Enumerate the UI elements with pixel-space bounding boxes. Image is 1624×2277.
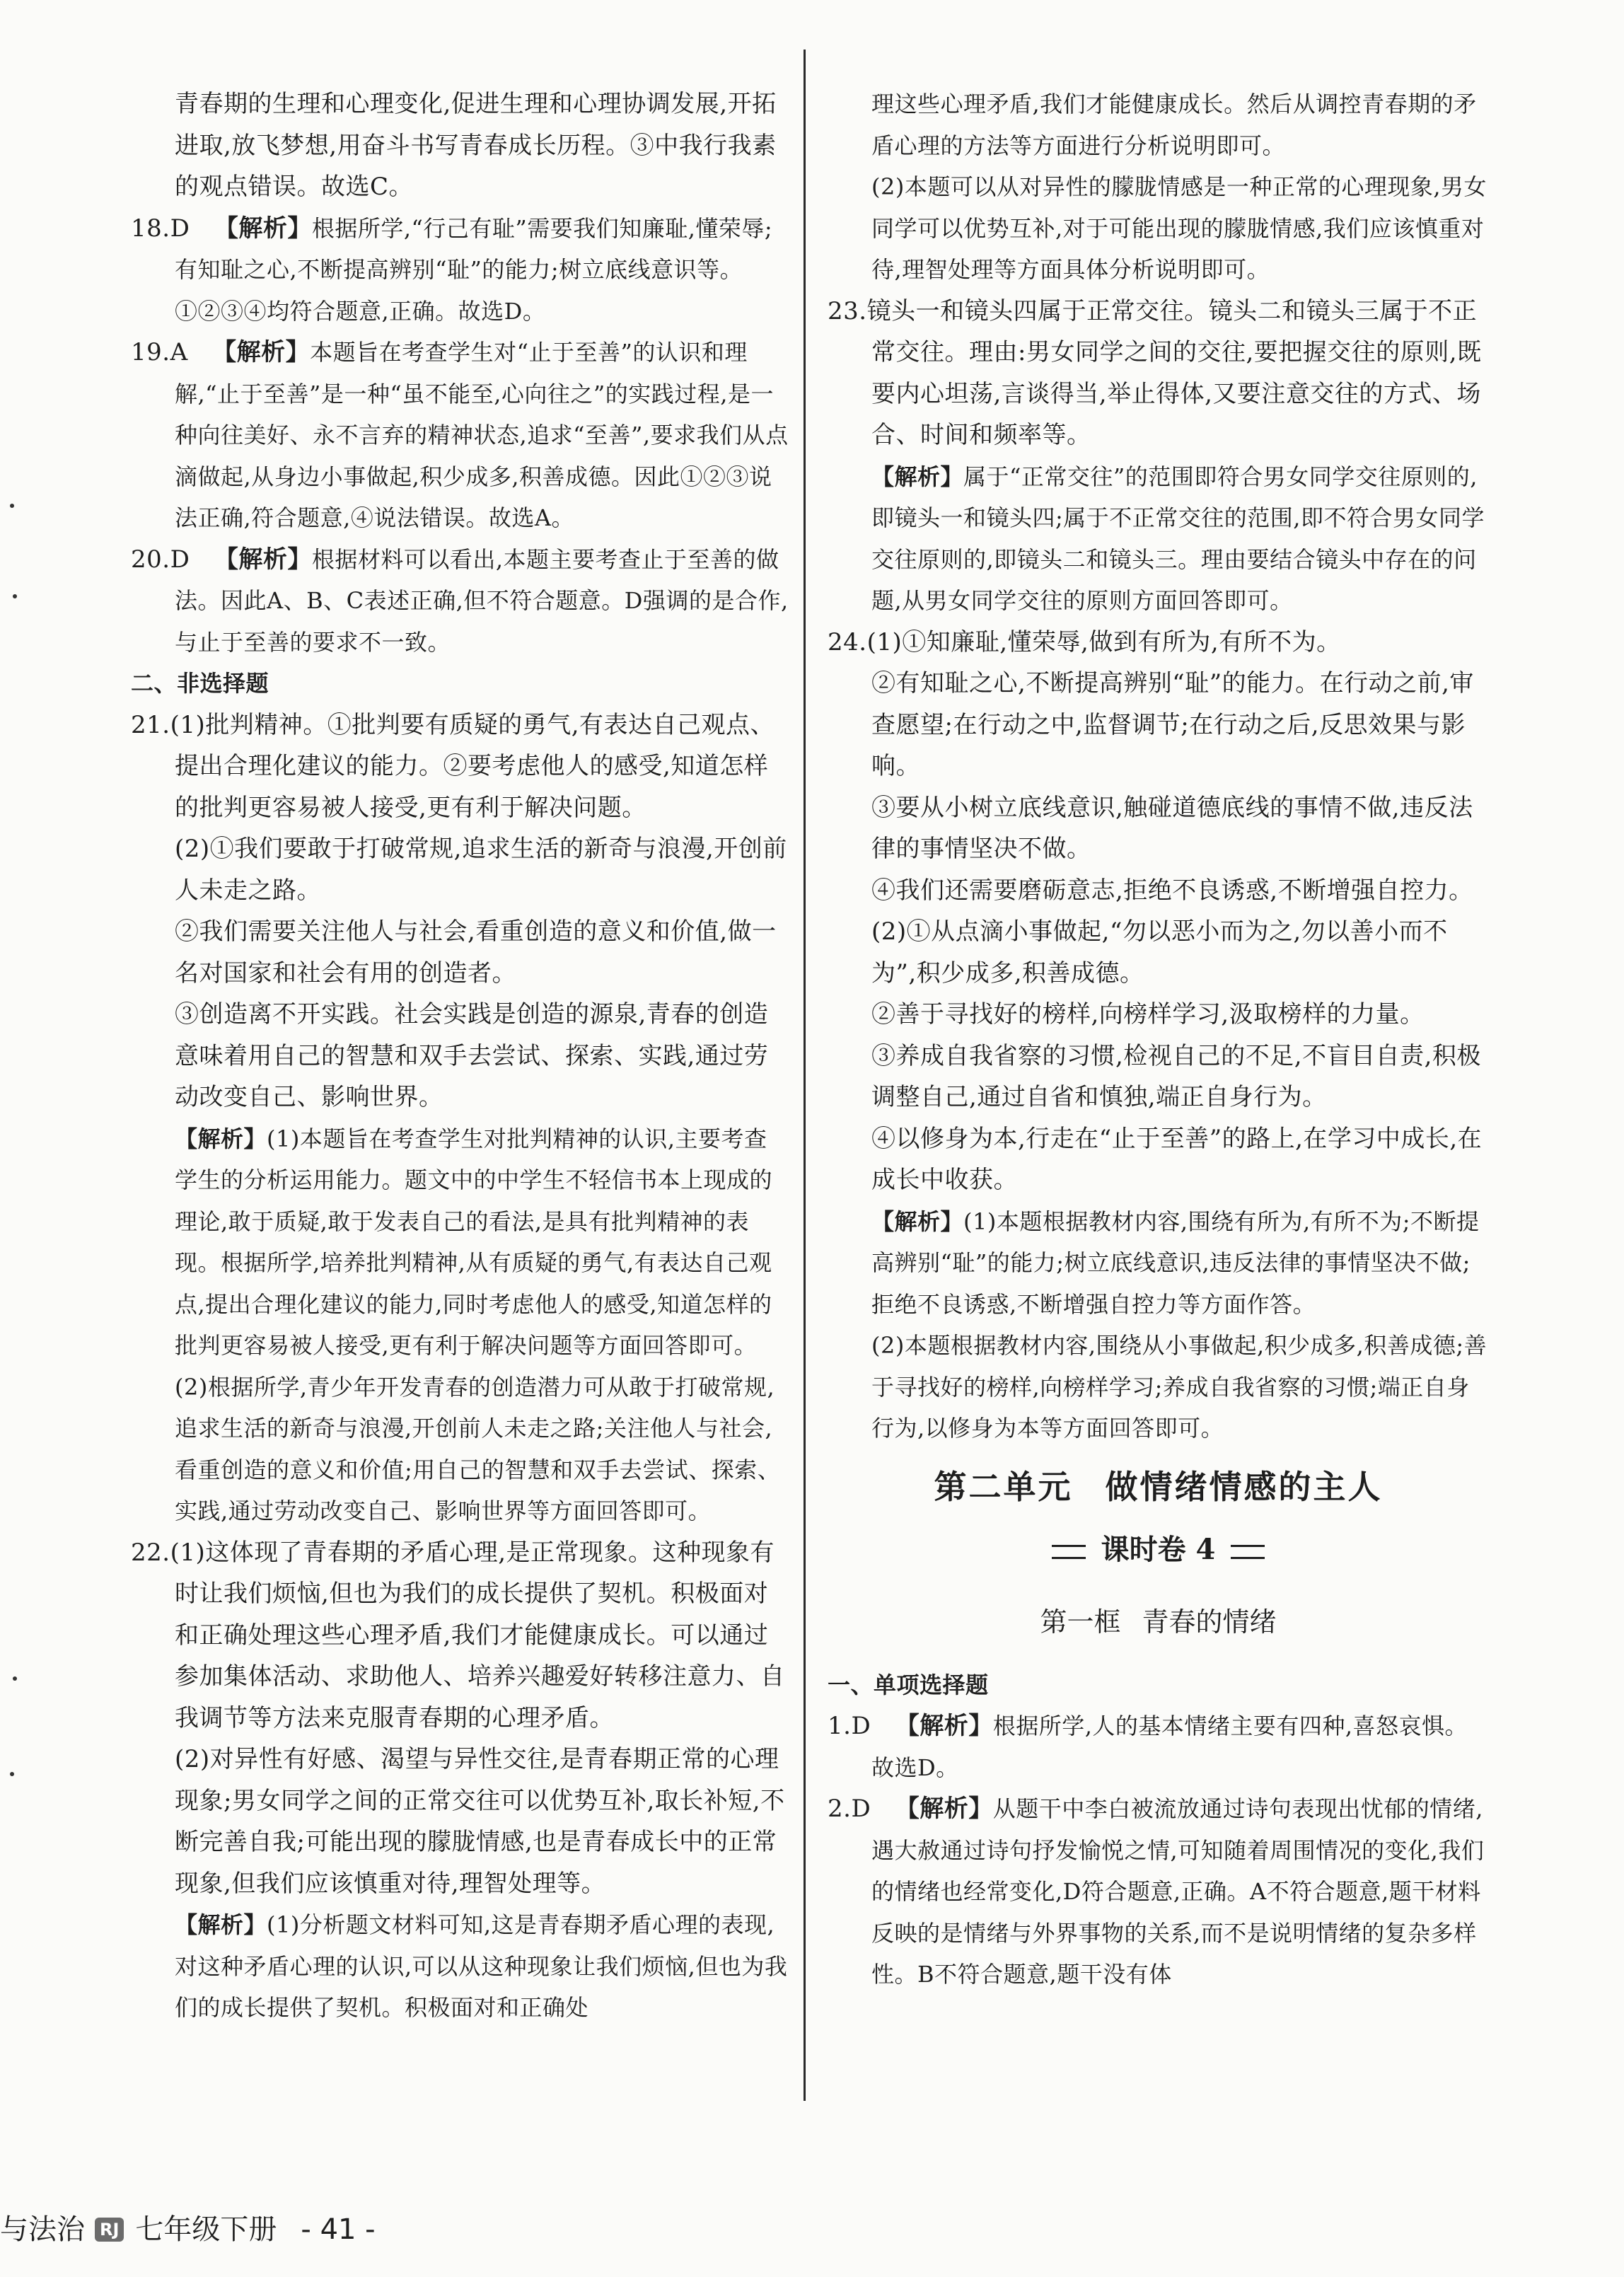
answer-number: 1.D [828,1712,871,1740]
column-divider [804,50,806,2101]
scan-dot [13,1676,17,1681]
lesson-bar-left [1052,1545,1086,1559]
question-answer [131,539,789,664]
paragraph: (2)对异性有好感、渴望与异性交往,是青春期正常的心理现象;男女同学之间的正常交往可以优势互补,取长补短,不断完善自我;可能出现的朦胧情感,也是青春成长中的正常现象,但我们应该慎重对待,理智处理等。 [175,1745,785,1898]
analysis-text: (1)分析题文材料可知,这是青春期矛盾心理的表现,对这种矛盾心理的认识,可以从这种现象让我们烦恼,但也为我们的成长提供了契机。积极面对和正确处 [175,1911,788,2021]
analysis-text: 属于“正常交往”的范围即符合男女同学交往原则的,即镜头一和镜头四;属于不正常交往的范围,即不符合男女同学交往原则的,即镜头二和镜头三。理由要结合镜头中存在的问题,从男女同学交往的原则方面回答即可。 [871,463,1485,614]
answer-item: 22.(1)这体现了青春期的矛盾心理,是正常现象。这种现象有时让我们烦恼,但也为我们的成长提供了契机。积极面对和正确处理这些心理矛盾,我们才能健康成长。可以通过参加集体活动、求助他人、培养兴趣爱好转移注意力、自我调节等方法来克服青春期的心理矛盾。 [131,1538,785,1732]
paragraph: ②善于寻找好的榜样,向榜样学习,汲取榜样的力量。 [871,1000,1425,1029]
paragraph: (2)①从点滴小事做起,“勿以恶小而为之,勿以善小而不为”,积少成多,积善成德。 [871,917,1448,987]
paragraph: ④以修身为本,行走在“止于至善”的路上,在学习中成长,在成长中收获。 [871,1124,1483,1194]
question-answer [828,1705,1489,1788]
analysis-text: (1)本题根据教材内容,围绕有所为,有所不为;不断提高辨别“耻”的能力;树立底线意识,违反法律的事情坚决不做;拒绝不良诱惑,不断增强自控力等方面作答。 [871,1207,1480,1318]
frame-title [828,1601,1489,1643]
question-answer [131,208,789,332]
lesson-title [828,1529,1489,1571]
analysis-text: (1)本题旨在考查学生对批判精神的认识,主要考查学生的分析运用能力。题文中的中学生不轻信书本上现成的理论,敢于质疑,敢于发表自己的看法,是具有批判精神的表现。根据所学,培养批判精神,从有质疑的勇气,有表达自己观点,提出合理化建议的能力,同时考虑他人的感受,知道怎样的批判更容易被人接受,更有利于解决问题等方面回答即可。 [175,1125,773,1359]
analysis-tag: 【解析】 [212,338,311,366]
unit-title [828,1462,1489,1512]
analysis-paragraph [828,166,1489,291]
lesson-label: 课时卷 4 [1101,1532,1216,1566]
footer-subject: 与法治 [0,2213,85,2246]
analysis-text: 根据所学,“行己有耻”需要我们知廉耻,懂荣辱;有知耻之心,不断提高辨别“耻”的能力;树立底线意识等。①②③④均符合题意,正确。故选D。 [175,214,773,325]
answer-item: 23.镜头一和镜头四属于正常交往。镜头二和镜头三属于不正常交往。理由:男女同学之间的交往,要把握交往的原则,既要内心坦荡,言谈得当,举止得体,又要注意交往的方式、场合、时间和频率等。 [828,296,1482,449]
analysis-text: 根据所学,人的基本情绪主要有四种,喜怒哀惧。故选D。 [871,1713,1468,1781]
analysis-tag: 【解析】 [214,214,312,243]
left-column [131,83,789,2029]
analysis-tag: 【解析】 [871,1207,964,1235]
analysis-text: 从题干中李白被流放通过诗句表现出忧郁的情绪,遇大赦通过诗句抒发愉悦之情,可知随着周围情况的变化,我们的情绪也经常变化,D符合题意,正确。A不符合题意,题干材料反映的是情绪与外界事物的关系,而不是说明情绪的复杂多样性。B不符合题意,题干没有体 [871,1795,1485,1988]
analysis-paragraph [131,1118,789,1367]
analysis-tag: 【解析】 [214,545,312,574]
analysis-paragraph [828,83,1489,166]
analysis-tag: 【解析】 [175,1125,267,1152]
analysis-text: 根据材料可以看出,本题主要考查止于至善的做法。因此A、B、C表述正确,但不符合题意。D强调的是合作,与止于至善的要求不一致。 [175,545,789,656]
answer-number: 19.A [131,338,188,366]
scan-dot [10,1772,14,1776]
paragraph: ②我们需要关注他人与社会,看重创造的意义和价值,做一名对国家和社会有用的创造者。 [175,917,777,987]
analysis-paragraph [131,1367,789,1532]
analysis-text: (2)本题根据教材内容,围绕从小事做起,积少成多,积善成德;善于寻找好的榜样,向榜样学习;养成自我省察的习惯;端正自身行为,以修身为本等方面回答即可。 [871,1332,1487,1442]
answer-number: 18.D [131,214,190,243]
section-heading: 二、非选择题 [131,670,269,697]
analysis-text: 理这些心理矛盾,我们才能健康成长。然后从调控青春期的矛盾心理的方法等方面进行分析说明即可。 [871,91,1477,159]
answer-number: 20.D [131,545,190,574]
analysis-paragraph [828,1201,1489,1326]
paragraph: ②有知耻之心,不断提高辨别“耻”的能力。在行动之前,审查愿望;在行动之中,监督调节;在行动之后,反思效果与影响。 [871,669,1474,780]
paragraph: 青春期的生理和心理变化,促进生理和心理协调发展,开拓进取,放飞梦想,用奋斗书写青春成长历程。③中我行我素的观点错误。故选C。 [175,90,777,201]
scan-dot [10,504,14,508]
answer-item: 21.(1)批判精神。①批判要有质疑的勇气,有表达自己观点、提出合理化建议的能力。②要考虑他人的感受,知道怎样的批判更容易被人接受,更有利于解决问题。 [131,710,775,822]
section-heading: 一、单项选择题 [828,1671,989,1698]
answer-item: 24.(1)①知廉耻,懂荣辱,做到有所为,有所不为。 [828,627,1341,656]
unit-name: 做情绪情感的主人 [1105,1467,1383,1506]
analysis-paragraph [828,1325,1489,1449]
unit-number: 第二单元 [934,1467,1073,1506]
analysis-tag: 【解析】 [895,1795,993,1823]
frame-name: 青春的情绪 [1142,1606,1277,1638]
analysis-tag: 【解析】 [895,1712,993,1740]
paragraph: (2)①我们要敢于打破常规,追求生活的新奇与浪漫,开创前人未走之路。 [175,835,787,905]
analysis-tag: 【解析】 [871,463,964,490]
analysis-text: (2)根据所学,青少年开发青春的创造潜力可从敢于打破常规,追求生活的新奇与浪漫,开创前人未走之路;关注他人与社会,看重创造的意义和价值;用自己的智慧和双手去尝试、探索、实践,通过劳动改变自己、影响世界等方面回答即可。 [175,1373,781,1524]
analysis-paragraph [828,456,1489,622]
analysis-paragraph [131,1904,789,2029]
question-answer [131,332,789,539]
edition-badge: RJ [95,2218,124,2242]
analysis-tag: 【解析】 [175,1911,267,1938]
page-footer [0,2208,376,2251]
footer-grade: 七年级下册 [135,2213,277,2246]
paragraph: ③养成自我省察的习惯,检视自己的不足,不盲目自责,积极调整自己,通过自省和慎独,端正自身行为。 [871,1041,1481,1111]
page-number: - 41 - [301,2213,376,2246]
answer-number: 2.D [828,1795,871,1823]
paragraph: ③创造离不开实践。社会实践是创造的源泉,青春的创造意味着用自己的智慧和双手去尝试、探索、实践,通过劳动改变自己、影响世界。 [175,1000,769,1111]
scan-dot [13,594,17,598]
paragraph: ③要从小树立底线意识,触碰道德底线的事情不做,违反法律的事情坚决不做。 [871,793,1473,863]
frame-number: 第一框 [1040,1606,1121,1638]
right-column [828,83,1489,1995]
analysis-text: (2)本题可以从对异性的朦胧情感是一种正常的心理现象,男女同学可以优势互补,对于可能出现的朦胧情感,我们应该慎重对待,理智处理等方面具体分析说明即可。 [871,173,1487,283]
lesson-bar-right [1231,1545,1265,1559]
question-answer [828,1788,1489,1995]
paragraph: ④我们还需要磨砺意志,拒绝不良诱惑,不断增强自控力。 [871,876,1473,905]
analysis-text: 本题旨在考查学生对“止于至善”的认识和理解,“止于至善”是一种“虽不能至,心向往之”的实践过程,是一种向往美好、永不言弃的精神状态,追求“至善”,要求我们从点滴做起,从身边小事做起,积少成多,积善成德。因此①②③说法正确,符合题意,④说法错误。故选A。 [175,339,789,531]
